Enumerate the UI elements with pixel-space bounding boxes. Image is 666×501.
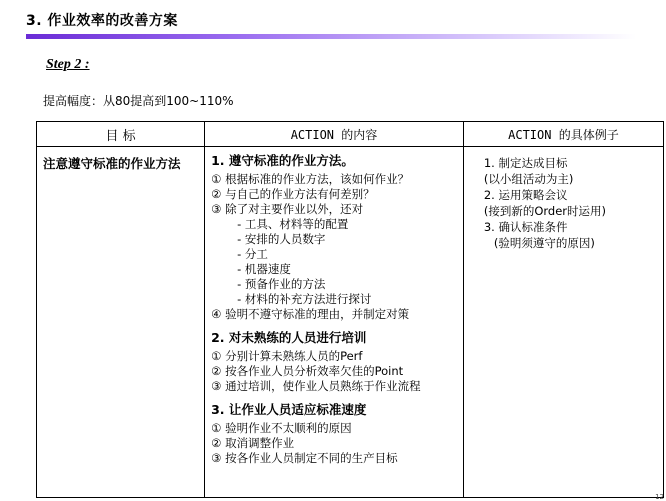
sub-item: - 预备作业的方法: [237, 277, 326, 291]
header-action-content: ACTION 的内容: [205, 122, 464, 147]
list-item: ④ 验明不遵守标准的理由，并制定对策: [211, 307, 410, 321]
list-item: ① 验明作业不太顺利的原因: [211, 421, 352, 435]
step-label: Step 2 :: [46, 57, 90, 72]
list-item: ② 与自己的作业方法有何差别？: [211, 187, 375, 201]
example-item: [470, 155, 663, 187]
table-header-row: [37, 122, 664, 147]
action-content-cell: [205, 147, 464, 498]
page-number: 12: [655, 493, 664, 501]
page-title: 3. 作业效率的改善方案: [26, 13, 178, 29]
section-title: 2. 对未熟练的人员进行培训: [211, 330, 367, 345]
list-item: ② 按各作业人员分析效率欠佳的Point: [211, 364, 404, 378]
example-sub: (验明须遵守的原因): [493, 236, 595, 250]
title-underline: [26, 34, 636, 39]
list-item: ③ 通过培训，使作业人员熟练于作业流程: [211, 379, 421, 393]
example-main: 1. 制定达成目标: [483, 156, 568, 170]
header-action-examples: ACTION 的具体例子: [463, 122, 663, 147]
list-item: ③ 除了对主要作业以外，还对: [211, 202, 364, 216]
list-item: ① 根据标准的作业方法，该如何作业？: [211, 172, 410, 186]
action-plan-table: [36, 121, 664, 498]
section-3: [211, 402, 463, 466]
sub-item: - 工具、材料等的配置: [237, 217, 349, 231]
list-item: ① 分别计算未熟练人员的Perf: [211, 349, 363, 363]
sub-item: - 材料的补充方法进行探讨: [237, 292, 372, 306]
sub-item: - 机器速度: [237, 262, 291, 276]
sub-item: - 分工: [237, 247, 268, 261]
example-main: 2. 运用策略会议: [483, 188, 568, 202]
sub-item: - 安排的人员数字: [237, 232, 326, 246]
example-sub: (接到新的Order时运用): [483, 204, 606, 218]
section-1: [211, 153, 463, 322]
example-item: [470, 219, 663, 251]
section-title: 1. 遵守标准的作业方法。: [211, 153, 354, 168]
target-cell: [37, 147, 205, 498]
table-body-row: [37, 147, 664, 498]
target-text: 注意遵守标准的作业方法: [43, 156, 181, 171]
section-title: 3. 让作业人员适应标准速度: [211, 402, 367, 417]
example-sub: (以小组活动为主): [483, 172, 574, 186]
example-item: [470, 187, 663, 219]
list-item: ② 取消调整作业: [211, 436, 295, 450]
section-2: [211, 330, 463, 394]
action-examples-cell: [463, 147, 663, 498]
header-target: 目 标: [37, 122, 205, 147]
example-main: 3. 确认标准条件: [483, 220, 568, 234]
improvement-goal: 提高幅度：从80提高到100~110%: [43, 94, 234, 108]
list-item: ③ 按各作业人员制定不同的生产目标: [211, 451, 398, 465]
